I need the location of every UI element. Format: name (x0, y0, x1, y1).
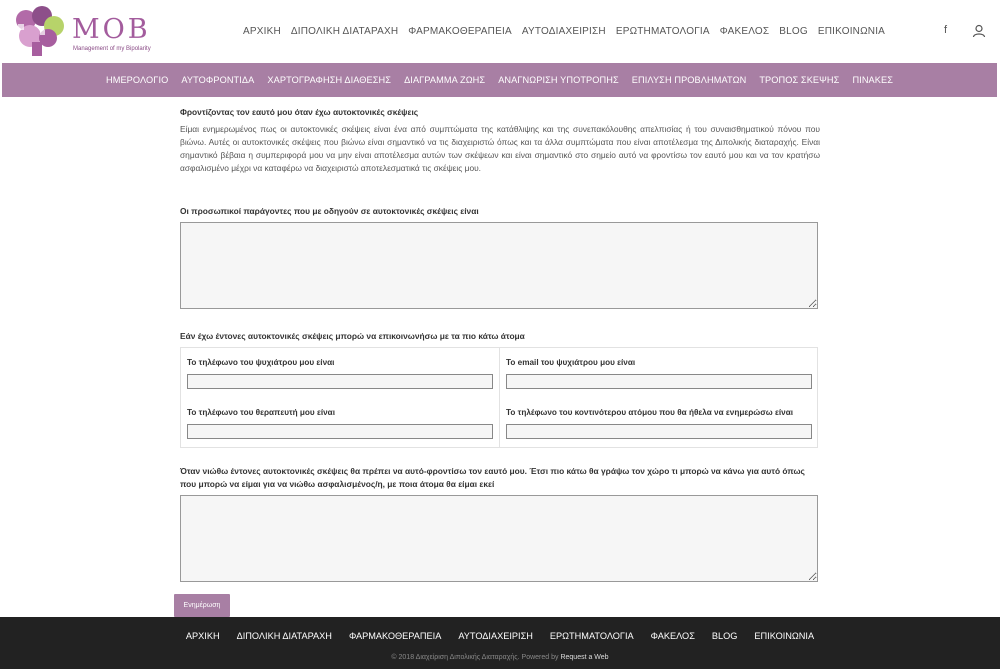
topnav-item-questionnaires[interactable]: ΕΡΩΤΗΜΑΤΟΛΟΓΙΑ (615, 26, 710, 37)
self-care-textarea[interactable] (180, 495, 818, 582)
footer-item-contact[interactable]: ΕΠΙΚΟΙΝΩΝΙΑ (754, 631, 815, 641)
subnav-item-relapse-recognition[interactable]: ΑΝΑΓΝΩΡΙΣΗ ΥΠΟΤΡΟΠΗΣ (498, 75, 619, 85)
footer-item-bipolar-disorder[interactable]: ΔΙΠΟΛΙΚΗ ΔΙΑΤΑΡΑΧΗ (236, 631, 332, 641)
subnav-item-calendar[interactable]: ΗΜΕΡΟΛΟΓΙΟ (105, 75, 169, 85)
topnav-item-self-management[interactable]: ΑΥΤΟΔΙΑΧΕΙΡΙΣΗ (521, 26, 606, 37)
contact-section-label: Εάν έχω έντονες αυτοκτονικές σκέψεις μπορώ να επικοινωνήσω με τα πιο κάτω άτομα (180, 331, 525, 341)
topnav-item-folder[interactable]: ΦΑΚΕΛΟΣ (719, 26, 770, 37)
page-title: Φροντίζοντας τον εαυτό μου όταν έχω αυτοκτονικές σκέψεις (180, 107, 419, 117)
subnav-item-self-care[interactable]: ΑΥΤΟΦΡΟΝΤΙΔΑ (181, 75, 255, 85)
contact-box-divider (499, 348, 500, 447)
brand-tagline: Management of my Bipolarity (73, 46, 151, 52)
site-header (0, 0, 1000, 63)
subnav-item-tables[interactable]: ΠΙΝΑΚΕΣ (852, 75, 894, 85)
subnav-item-life-chart[interactable]: ΔΙΑΓΡΑΜΜΑ ΖΩΗΣ (404, 75, 486, 85)
footer-item-self-management[interactable]: ΑΥΤΟΔΙΑΧΕΙΡΙΣΗ (458, 631, 533, 641)
site-logo[interactable] (12, 6, 151, 58)
brand-name: MOB (72, 14, 151, 45)
self-care-label: Όταν νιώθω έντονες αυτοκτονικές σκέψεις θα πρέπει να αυτό-φροντίσω τον εαυτό μου. Έτσι πιο κάτω θα γράψω τον χώρο τι μπορώ να κάνω για αυτό όπως που μπορώ να είμαι για να νιώθω ασφαλισμένος/η, με ποια άτομα θα είμαι εκεί (180, 466, 805, 489)
psychiatrist-phone-input[interactable] (187, 374, 493, 389)
powered-by-link[interactable]: Request a Web (560, 654, 609, 661)
footer-item-pharmacotherapy[interactable]: ΦΑΡΜΑΚΟΘΕΡΑΠΕΙΑ (348, 631, 442, 641)
psychiatrist-phone-label: Το τηλέφωνο του ψυχιάτρου μου είναι (187, 358, 335, 367)
topnav-item-blog[interactable]: BLOG (779, 26, 808, 37)
top-navigation (238, 26, 890, 37)
psychiatrist-email-input[interactable] (506, 374, 812, 389)
contact-fields-box (180, 347, 818, 448)
facebook-icon[interactable]: f (944, 24, 948, 36)
copyright-notice: © 2018 Διαχείριση Διπολικής Διαταραχής. Powered by (391, 654, 559, 661)
closest-person-phone-input[interactable] (506, 424, 812, 439)
footer-item-home[interactable]: ΑΡΧΙΚΗ (185, 631, 220, 641)
copyright-text (0, 654, 1000, 661)
footer-item-folder[interactable]: ΦΑΚΕΛΟΣ (650, 631, 695, 641)
footer-item-questionnaires[interactable]: ΕΡΩΤΗΜΑΤΟΛΟΓΙΑ (549, 631, 634, 641)
site-footer (0, 617, 1000, 669)
footer-navigation (0, 631, 1000, 641)
footer-item-blog[interactable]: BLOG (711, 631, 738, 641)
subnav-item-way-of-thinking[interactable]: ΤΡΟΠΟΣ ΣΚΕΨΗΣ (759, 75, 840, 85)
subnav-item-problem-solving[interactable]: ΕΠΙΛΥΣΗ ΠΡΟΒΛΗΜΑΤΩΝ (631, 75, 747, 85)
factors-textarea[interactable] (180, 222, 818, 309)
therapist-phone-input[interactable] (187, 424, 493, 439)
therapist-phone-label: Το τηλέφωνο του θεραπευτή μου είναι (187, 408, 335, 417)
topnav-item-home[interactable]: ΑΡΧΙΚΗ (243, 26, 281, 37)
intro-paragraph: Είμαι ενημερωμένος πως οι αυτοκτονικές σκέψεις είναι ένα από συμπτώματα της κατάθλιψης και της συνεπακόλουθης απελπισίας ή του συναισθηματικού πόνου που βιώνω. Αυτές οι αυτοκτονικές σκέψεις που βιώνω είναι σημαντικό να τις διαχειριστώ όπως και τα άλλα συμπτώματα που είναι αποτέλεσμα της Διπολικής διαταραχής. Είναι σημαντικό βέβαια η συμπεριφορά μου να μην είναι αποτέλεσμα αυτών των σκέψεων και είναι σημαντικό στο σημείο αυτό να φροντίσω τον εαυτό μου και να τον κρατήσω ασφαλισμένο μέχρι να καταφέρω να διαχειριστώ αποτελεσματικά τις σκέψεις μου. (180, 124, 820, 173)
topnav-item-bipolar-disorder[interactable]: ΔΙΠΟΛΙΚΗ ΔΙΑΤΑΡΑΧΗ (290, 26, 399, 37)
psychiatrist-email-label: Το email του ψυχιάτρου μου είναι (506, 358, 636, 367)
brain-logo-icon (12, 6, 68, 58)
user-icon[interactable] (972, 24, 986, 43)
topnav-item-pharmacotherapy[interactable]: ΦΑΡΜΑΚΟΘΕΡΑΠΕΙΑ (408, 26, 512, 37)
update-button[interactable]: Ενημέρωση (174, 594, 230, 617)
closest-person-phone-label: Το τηλέφωνο του κοντινότερου ατόμου που θα ήθελα να ενημερώσω είναι (506, 408, 794, 417)
topnav-item-contact[interactable]: ΕΠΙΚΟΙΝΩΝΙΑ (817, 26, 886, 37)
subnav-item-mood-mapping[interactable]: ΧΑΡΤΟΓΡΑΦΗΣΗ ΔΙΑΘΕΣΗΣ (267, 75, 392, 85)
sub-navigation (2, 63, 997, 97)
factors-label: Οι προσωπικοί παράγοντες που με οδηγούν σε αυτοκτονικές σκέψεις είναι (180, 206, 479, 216)
